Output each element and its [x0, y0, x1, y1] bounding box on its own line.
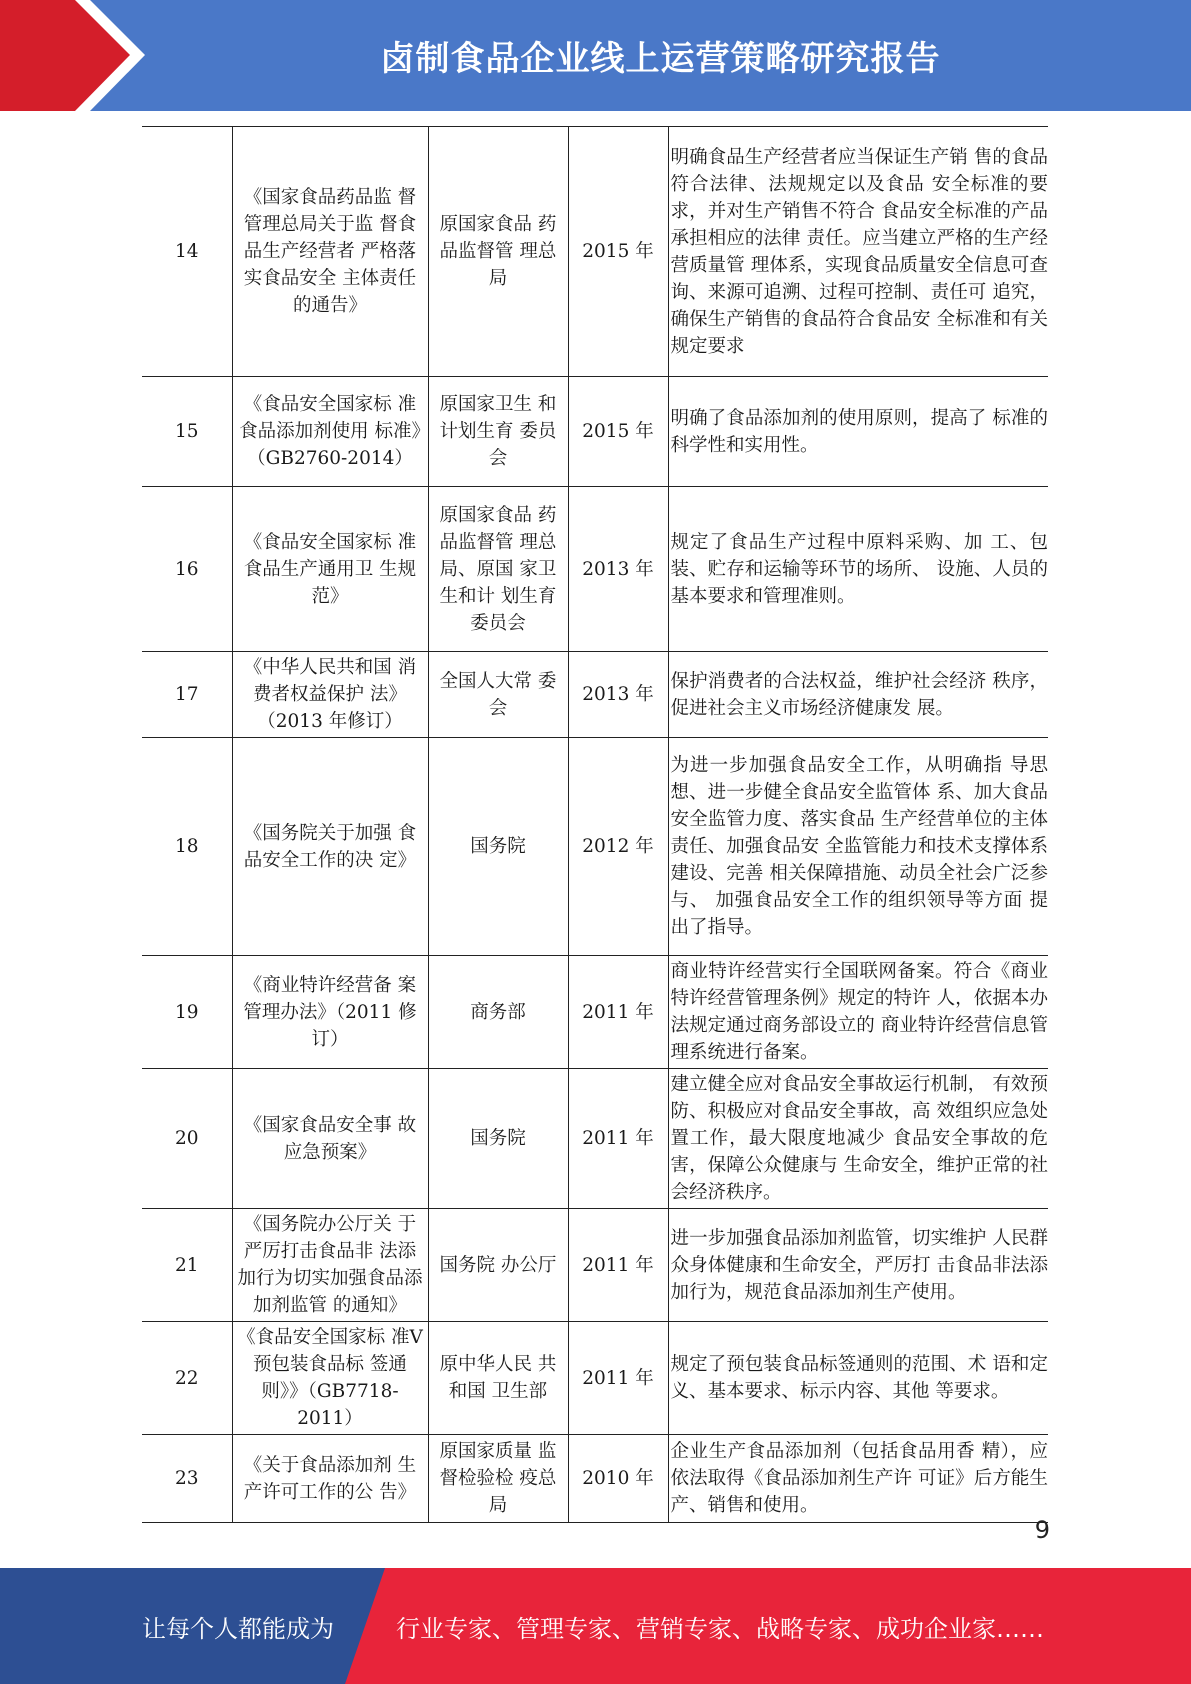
- issuing-body: 原国家食品 药品监督管 理总局、原国 家卫生和计 划生育委员会: [428, 487, 568, 652]
- issue-year: 2011 年: [568, 1209, 668, 1322]
- issuing-body: 原国家食品 药品监督管 理总局: [428, 127, 568, 377]
- regulation-content: 建立健全应对食品安全事故运行机制， 有效预防、积极应对食品安全事故，高 效组织应急处置工作，最大限度地减少 食品安全事故的危害，保障公众健康与 生命安全，维护正常的社会经济秩序。: [668, 1069, 1048, 1209]
- regulation-title: 《商业特许经营备 案管理办法》（2011 修订）: [232, 956, 428, 1069]
- regulation-content: 规定了预包装食品标签通则的范围、术 语和定义、基本要求、标示内容、其他 等要求。: [668, 1322, 1048, 1435]
- row-number: 22: [142, 1322, 232, 1435]
- regulation-title: 《中华人民共和国 消费者权益保护 法》（2013 年修订）: [232, 652, 428, 738]
- regulation-title: 《国家食品药品监 督管理总局关于监 督食品生产经营者 严格落实食品安全 主体责任的通告》: [232, 127, 428, 377]
- issue-year: 2011 年: [568, 1322, 668, 1435]
- regulation-title: 《食品安全国家标 准 食品生产通用卫 生规范》: [232, 487, 428, 652]
- regulations-table: [142, 126, 1048, 1523]
- row-number: 20: [142, 1069, 232, 1209]
- issuing-body: 国务院: [428, 1069, 568, 1209]
- issuing-body: 原国家卫生 和计划生育 委员会: [428, 377, 568, 487]
- table-row: [142, 1435, 1048, 1523]
- regulation-content: 进一步加强食品添加剂监管，切实维护 人民群众身体健康和生命安全，严厉打 击食品非法添加行为，规范食品添加剂生产使用。: [668, 1209, 1048, 1322]
- regulation-content: 保护消费者的合法权益，维护社会经济 秩序，促进社会主义市场经济健康发 展。: [668, 652, 1048, 738]
- issue-year: 2011 年: [568, 956, 668, 1069]
- issuing-body: 全国人大常 委会: [428, 652, 568, 738]
- row-number: 15: [142, 377, 232, 487]
- footer-slogan-left: 让每个人都能成为: [142, 1614, 334, 1643]
- page-number: 9: [1034, 1516, 1050, 1544]
- issue-year: 2010 年: [568, 1435, 668, 1523]
- regulation-title: 《国务院办公厅关 于严厉打击食品非 法添加行为切实加强食品添加剂监管 的通知》: [232, 1209, 428, 1322]
- row-number: 17: [142, 652, 232, 738]
- table-row: [142, 738, 1048, 956]
- page-header: [0, 0, 1191, 111]
- regulation-title: 《关于食品添加剂 生产许可工作的公 告》: [232, 1435, 428, 1523]
- regulation-title: 《食品安全国家标 准 食品添加剂使用 标准》（GB2760-2014）: [232, 377, 428, 487]
- issue-year: 2013 年: [568, 652, 668, 738]
- regulation-content: 规定了食品生产过程中原料采购、加 工、包装、贮存和运输等环节的场所、 设施、人员的基本要求和管理准则。: [668, 487, 1048, 652]
- table-row: [142, 1322, 1048, 1435]
- issue-year: 2011 年: [568, 1069, 668, 1209]
- header-title: 卤制食品企业线上运营策略研究报告: [380, 39, 941, 79]
- regulation-content: 明确食品生产经营者应当保证生产销 售的食品符合法律、法规规定以及食品 安全标准的要求，并对生产销售不符合 食品安全标准的产品承担相应的法律 责任。应当建立严格的生产经营质量管 理体系，实现食品质量安全信息可查 询、来源可追溯、过程可控制、责任可 追究，确保生产销售的食品符合食品安 全标准和有关规定要求: [668, 127, 1048, 377]
- regulation-content: 企业生产食品添加剂（包括食品用香 精），应依法取得《食品添加剂生产许 可证》后方能生产、销售和使用。: [668, 1435, 1048, 1523]
- table-row: [142, 652, 1048, 738]
- row-number: 19: [142, 956, 232, 1069]
- table-row: [142, 377, 1048, 487]
- row-number: 21: [142, 1209, 232, 1322]
- regulation-content: 为进一步加强食品安全工作，从明确指 导思想、进一步健全食品安全监管体 系、加大食品安全监管力度、落实食品 生产经营单位的主体责任、加强食品安 全监管能力和技术支撑体系建设、完善 相关保障措施、动员全社会广泛参与、 加强食品安全工作的组织领导等方面 提出了指导。: [668, 738, 1048, 956]
- regulation-content: 商业特许经营实行全国联网备案。符合《商业特许经营管理条例》规定的特许 人，依据本办法规定通过商务部设立的 商业特许经营信息管理系统进行备案。: [668, 956, 1048, 1069]
- table-row: [142, 956, 1048, 1069]
- table-row: [142, 1069, 1048, 1209]
- issue-year: 2012 年: [568, 738, 668, 956]
- page-footer: [0, 1568, 1191, 1684]
- issue-year: 2015 年: [568, 377, 668, 487]
- footer-slogan-right: 行业专家、管理专家、营销专家、战略专家、成功企业家……: [396, 1614, 1044, 1643]
- issuing-body: 原中华人民 共和国 卫生部: [428, 1322, 568, 1435]
- issuing-body: 国务院: [428, 738, 568, 956]
- regulation-title: 《国务院关于加强 食品安全工作的决 定》: [232, 738, 428, 956]
- table-row: [142, 1209, 1048, 1322]
- issue-year: 2015 年: [568, 127, 668, 377]
- row-number: 16: [142, 487, 232, 652]
- row-number: 14: [142, 127, 232, 377]
- issuing-body: 原国家质量 监督检验检 疫总局: [428, 1435, 568, 1523]
- table-row: [142, 487, 1048, 652]
- table-row: [142, 127, 1048, 377]
- row-number: 18: [142, 738, 232, 956]
- regulation-title: 《食品安全国家标 准Ⅴ预包装食品标 签通则》》（GB7718-2011）: [232, 1322, 428, 1435]
- regulation-content: 明确了食品添加剂的使用原则，提高了 标准的科学性和实用性。: [668, 377, 1048, 487]
- issuing-body: 国务院 办公厅: [428, 1209, 568, 1322]
- row-number: 23: [142, 1435, 232, 1523]
- issuing-body: 商务部: [428, 956, 568, 1069]
- issue-year: 2013 年: [568, 487, 668, 652]
- regulation-title: 《国家食品安全事 故应急预案》: [232, 1069, 428, 1209]
- red-chevron-decoration: [0, 0, 160, 111]
